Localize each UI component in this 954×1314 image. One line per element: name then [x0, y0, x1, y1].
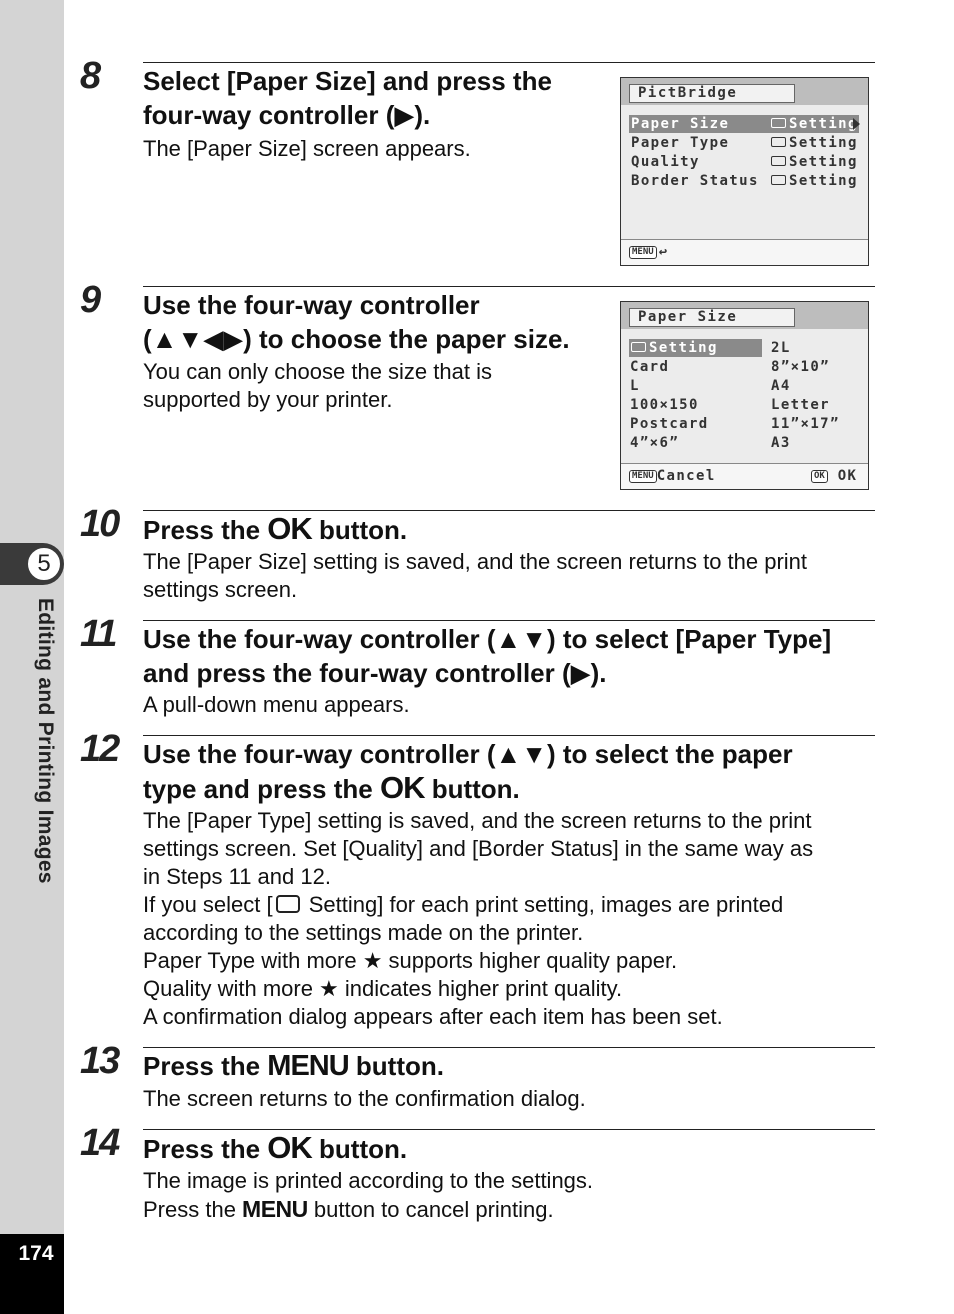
- step-divider: [143, 1047, 875, 1048]
- printer-icon: [276, 895, 300, 913]
- heading-line: Use the four-way controller (▲▼) to select [Paper Type]: [143, 624, 832, 654]
- screen-title: Paper Size: [629, 308, 795, 327]
- heading-text: button.: [311, 515, 408, 545]
- printer-icon: [771, 118, 786, 128]
- step-heading: [143, 1049, 444, 1083]
- paper-option[interactable]: 2L: [771, 340, 791, 356]
- step-body: [143, 691, 410, 719]
- value-text: Setting: [789, 116, 858, 132]
- step-body: [143, 548, 807, 604]
- heading-line: [143, 771, 793, 806]
- printer-icon: [631, 342, 646, 352]
- body-text: If you select [: [143, 892, 273, 917]
- paper-option[interactable]: 11”×17”: [771, 416, 840, 432]
- step-number: 14: [80, 1122, 119, 1164]
- body-line: [143, 891, 813, 919]
- step-body: [143, 1085, 586, 1113]
- body-line: settings screen.: [143, 577, 298, 602]
- pictbridge-screen: [620, 77, 869, 266]
- step-divider: [143, 735, 875, 736]
- body-line: according to the settings made on the printer.: [143, 920, 584, 945]
- paper-size-screen: [620, 301, 869, 490]
- heading-text: type and press the: [143, 774, 380, 804]
- body-line: The image is printed according to the settings.: [143, 1168, 594, 1193]
- paper-option-setting[interactable]: [631, 339, 718, 357]
- heading-text: Press the: [143, 1051, 268, 1081]
- step-heading: [143, 64, 552, 132]
- body-text: Press the: [143, 1197, 243, 1222]
- body-line: The [Paper Size] setting is saved, and the screen returns to the print: [143, 549, 808, 574]
- heading-line: Use the four-way controller (▲▼) to select the paper: [143, 739, 793, 769]
- back-arrow-icon: ↩: [658, 244, 669, 260]
- menu-key-icon: MENU: [629, 470, 657, 483]
- heading-text: button.: [424, 774, 520, 804]
- printer-icon: [771, 137, 786, 147]
- step-number: 11: [80, 613, 116, 655]
- menu-key-icon: MENU: [629, 246, 657, 259]
- step-body: [143, 135, 471, 163]
- menu-value: [771, 134, 858, 152]
- printer-icon: [771, 156, 786, 166]
- body-line: A pull-down menu appears.: [143, 692, 410, 717]
- body-line: settings screen. Set [Quality] and [Border Status] in the same way as: [143, 836, 814, 861]
- step-heading: [143, 288, 570, 356]
- heading-line: Select [Paper Size] and press the: [143, 66, 552, 96]
- step-heading: [143, 737, 793, 806]
- paper-option[interactable]: Letter: [771, 397, 830, 413]
- heading-line: (▲▼◀▶) to choose the paper size.: [143, 324, 570, 354]
- step-number: 9: [80, 279, 100, 321]
- heading-text: Press the: [143, 1134, 268, 1164]
- step-divider: [143, 620, 875, 621]
- body-line: Quality with more ★ indicates higher print quality.: [143, 976, 623, 1001]
- step-divider: [143, 1129, 875, 1130]
- body-line: Paper Type with more ★ supports higher quality paper.: [143, 948, 678, 973]
- step-number: 12: [80, 728, 119, 770]
- ok-button-glyph: OK: [267, 1130, 312, 1165]
- body-line: supported by your printer.: [143, 387, 393, 412]
- value-text: Setting: [789, 173, 858, 189]
- step-heading: [143, 1131, 407, 1166]
- step-number: 8: [80, 55, 100, 97]
- heading-text: Press the: [143, 515, 268, 545]
- step-divider: [143, 286, 875, 287]
- body-line: The screen returns to the confirmation dialog.: [143, 1086, 586, 1111]
- step-heading: [143, 622, 831, 690]
- step-divider: [143, 510, 875, 511]
- menu-item-paper-type[interactable]: Paper Type: [631, 135, 730, 151]
- heading-text: button.: [311, 1134, 408, 1164]
- step-body: [143, 1167, 593, 1224]
- heading-line: and press the four-way controller (▶).: [143, 658, 607, 688]
- step-heading: [143, 512, 407, 547]
- screen-footer: [621, 463, 868, 489]
- paper-option[interactable]: 8”×10”: [771, 359, 830, 375]
- menu-item-paper-size[interactable]: Paper Size: [631, 116, 730, 132]
- paper-option[interactable]: A4: [771, 378, 791, 394]
- menu-button-glyph: MENU: [242, 1196, 308, 1222]
- step-body: [143, 358, 492, 414]
- heading-line: Use the four-way controller: [143, 290, 480, 320]
- menu-button-glyph: MENU: [267, 1050, 349, 1082]
- right-arrow-icon: [853, 118, 860, 130]
- screen-title: PictBridge: [629, 84, 795, 103]
- menu-value: [771, 153, 858, 171]
- menu-item-quality[interactable]: Quality: [631, 154, 700, 170]
- menu-back-key[interactable]: [629, 243, 669, 261]
- option-text: Setting: [649, 340, 718, 356]
- cancel-key[interactable]: [629, 467, 716, 485]
- ok-button-glyph: OK: [267, 511, 312, 546]
- heading-text: button.: [348, 1051, 444, 1081]
- ok-label: OK: [837, 468, 858, 484]
- page-number: 174: [18, 1242, 54, 1265]
- step-body: [143, 807, 813, 1031]
- ok-button-glyph: OK: [379, 770, 425, 805]
- paper-option[interactable]: 4”×6”: [630, 435, 680, 451]
- body-line: The [Paper Type] setting is saved, and the screen returns to the print: [143, 808, 812, 833]
- ok-key[interactable]: [811, 467, 857, 485]
- paper-option[interactable]: 100×150: [630, 397, 699, 413]
- ok-key-icon: OK: [811, 470, 828, 483]
- menu-value: [771, 115, 858, 133]
- heading-line: four-way controller (▶).: [143, 100, 431, 130]
- body-line: A confirmation dialog appears after each item has been set.: [143, 1004, 723, 1029]
- body-text: button to cancel printing.: [307, 1197, 554, 1222]
- value-text: Setting: [789, 135, 858, 151]
- body-line: [143, 1195, 593, 1224]
- paper-option[interactable]: A3: [771, 435, 791, 451]
- step-divider: [143, 62, 875, 63]
- paper-option[interactable]: L: [630, 378, 640, 394]
- screen-footer: [621, 239, 868, 265]
- body-line: in Steps 11 and 12.: [143, 864, 331, 889]
- value-text: Setting: [789, 154, 858, 170]
- cancel-label: Cancel: [656, 468, 716, 484]
- step-number: 10: [80, 503, 119, 545]
- body-line: The [Paper Size] screen appears.: [143, 136, 471, 161]
- chapter-number: 5: [26, 546, 62, 582]
- step-number: 13: [80, 1040, 119, 1082]
- body-line: You can only choose the size that is: [143, 359, 492, 384]
- chapter-title: Editing and Printing Images: [34, 598, 57, 884]
- body-text: Setting] for each print setting, images are printed: [302, 892, 784, 917]
- printer-icon: [771, 175, 786, 185]
- paper-option[interactable]: Postcard: [630, 416, 709, 432]
- menu-value: [771, 172, 858, 190]
- paper-option[interactable]: Card: [630, 359, 670, 375]
- menu-item-border-status[interactable]: Border Status: [631, 173, 759, 189]
